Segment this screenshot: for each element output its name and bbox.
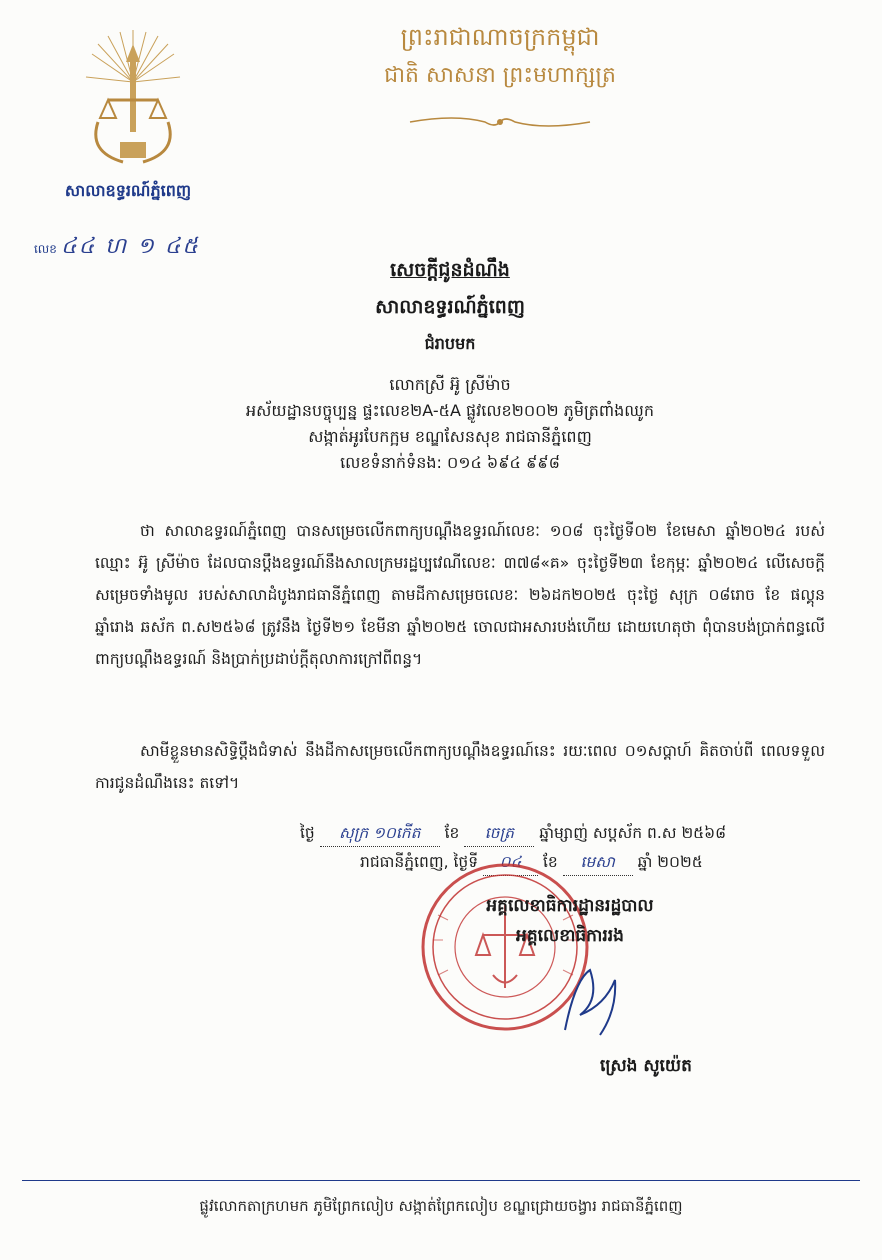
court-name: សាលាឧទ្ធរណ៍ភ្នំពេញ: [64, 181, 192, 200]
lunar-prefix: ថ្ងៃ: [300, 824, 315, 842]
court-emblem-icon: [78, 22, 188, 172]
lunar-month-handwritten: ចេត្រ: [464, 823, 534, 847]
signatory-office: អគ្គលេខាធិការដ្ឋានរដ្ឋបាល: [486, 896, 654, 916]
body-paragraph-2: សាមីខ្លួនមានសិទ្ធិប្តឹងជំទាស់ នឹងដីកាសម្រេចលើកពាក្យបណ្តឹងឧទ្ធរណ៍នេះ រយៈពេល ០១សប្តាហ៍ គិតចាប់ពី ពេលទទួលការជូនដំណឹងនេះ តទៅ។: [95, 742, 825, 792]
solar-month-handwritten: មេសា: [563, 852, 633, 876]
issuer-name: សាលាឧទ្ធរណ៍ភ្នំពេញ: [375, 296, 525, 318]
signatory-position: អគ្គលេខាធិការរង: [516, 926, 624, 946]
recipient-phone: លេខទំនាក់ទំនង: ០១៤ ៦៩៤ ៩៩៨: [340, 453, 560, 472]
footer-divider: [22, 1180, 860, 1181]
notice-title: សេចក្តីជូនដំណឹង: [390, 259, 510, 281]
kingdom-heading: [300, 22, 700, 93]
ornament-divider-icon: [400, 110, 600, 134]
lunar-suffix: ឆ្នាំម្សាញ់ សប្តស័ក ព.ស ២៥៦៨: [539, 824, 727, 842]
recipient-address-line2: សង្កាត់អូរបែកក្អម ខណ្ឌសែនសុខ រាជធានីភ្នំពេញ: [308, 427, 592, 446]
body-paragraph-1: ថា សាលាឧទ្ធរណ៍ភ្នំពេញ បានសម្រេចលើកពាក្យបណ្តឹងឧទ្ធរណ៍លេខៈ ១០៨ ចុះថ្ងៃទី០២ ខែមេសា ឆ្នាំ២០២៤ របស់ឈ្មោះ អ៊ូ ស្រីម៉ាច ដែលបានប្តឹងឧទ្ធរណ៍នឹងសាលក្រមរដ្ឋប្បវេណីលេខៈ ៣៧៨«គ» ចុះថ្ងៃទី២៣ ខែកុម្ភៈ ឆ្នាំ២០២៤ លើសេចក្តីសម្រេចទាំងមូល របស់សាលាដំបូងរាជធានីភ្នំពេញ តាមដីកាសម្រេចលេខៈ ២៦ដក២០២៥ ចុះថ្ងៃ សុក្រ ០៨រោច ខែ ផល្គុន ឆ្នាំរោង ឆស័ក ព.ស២៥៦៨ ត្រូវនឹង ថ្ងៃទី២១ ខែមីនា ឆ្នាំ២០២៥ ចោលជាអសារបង់ហើយ ដោយហេតុថា ពុំបានបង់ប្រាក់ពន្ធលើពាក្យបណ្តឹងឧទ្ធរណ៍ និងប្រាក់ប្រដាប់ក្តីតុលាការក្រៅពីពន្ធ។: [95, 522, 825, 668]
recipient-address-line1: អស័យដ្ឋានបច្ចុប្បន្ន ផ្ទះលេខ២A-៥A ផ្លូវលេខ២០០២ ភូមិត្រពាំងឈូក: [246, 401, 654, 420]
lunar-day-handwritten: សុក្រ ១០កើត: [320, 823, 440, 847]
salutation: ជំរាបមក: [424, 334, 476, 353]
solar-prefix: រាជធានីភ្នំពេញ, ថ្ងៃទី: [360, 853, 479, 871]
kingdom-title: ព្រះរាជាណាចក្រកម្ពុជា: [400, 23, 600, 51]
handwritten-signature: [545, 960, 635, 1040]
solar-day-handwritten: ០៤: [483, 852, 538, 876]
lunar-date-line: [300, 823, 726, 847]
lunar-month-label: ខែ: [444, 824, 460, 842]
reference-label: លេខ: [34, 242, 57, 256]
solar-month-label: ខែ: [542, 853, 558, 871]
reference-handwritten: ៤៤ ហ ១ ៤៥: [61, 234, 200, 259]
footer-address: ផ្លូវលោកតាក្រហមក ភូមិព្រែកលៀប សង្កាត់ព្រែកលៀប ខណ្ឌជ្រោយចង្វារ រាជធានីភ្នំពេញ: [199, 1197, 683, 1215]
signer-name: ស្រេង សូយ៉េត: [600, 1056, 692, 1076]
recipient-name: លោកស្រី អ៊ូ ស្រីម៉ាច: [389, 375, 511, 394]
solar-suffix: ឆ្នាំ ២០២៥: [637, 853, 703, 871]
kingdom-motto: ជាតិ សាសនា ព្រះមហាក្សត្រ: [384, 63, 616, 88]
